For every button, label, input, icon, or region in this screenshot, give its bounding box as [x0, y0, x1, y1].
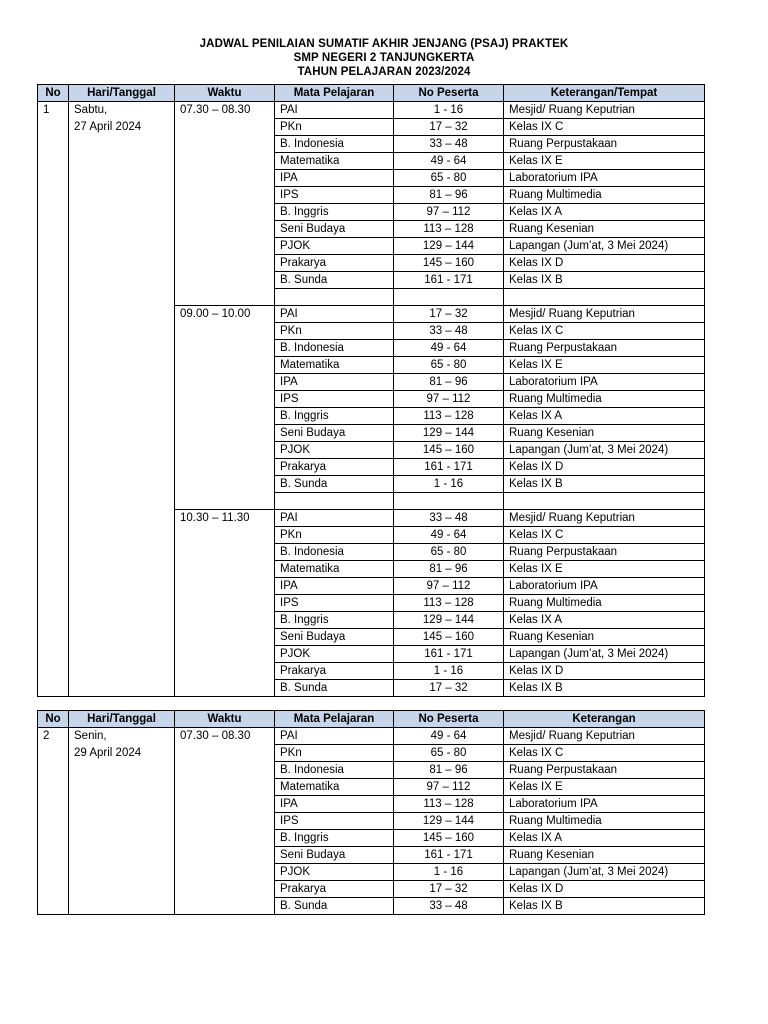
subject-cell: B. Indonesia	[275, 136, 394, 153]
subject-cell: Seni Budaya	[275, 425, 394, 442]
participant-range-cell: 161 - 171	[394, 847, 504, 864]
header-notes: Keterangan/Tempat	[504, 85, 705, 102]
location-cell: Ruang Multimedia	[504, 813, 705, 830]
location-cell: Laboratorium IPA	[504, 374, 705, 391]
location-cell: Ruang Perpustakaan	[504, 762, 705, 779]
location-cell: Mesjid/ Ruang Keputrian	[504, 306, 705, 323]
location-cell	[504, 493, 705, 510]
subject-cell: PKn	[275, 527, 394, 544]
location-cell: Ruang Perpustakaan	[504, 136, 705, 153]
participant-range-cell: 1 - 16	[394, 663, 504, 680]
subject-cell: Seni Budaya	[275, 847, 394, 864]
location-cell: Kelas IX D	[504, 881, 705, 898]
participant-range-cell: 17 – 32	[394, 119, 504, 136]
header-no: No	[38, 711, 69, 728]
subject-cell: B. Sunda	[275, 680, 394, 697]
location-cell: Ruang Kesenian	[504, 221, 705, 238]
date-text: 29 April 2024	[74, 747, 142, 759]
subject-cell: Matematika	[275, 779, 394, 796]
participant-range-cell: 65 - 80	[394, 357, 504, 374]
header-subject: Mata Pelajaran	[275, 85, 394, 102]
header-row	[38, 85, 705, 102]
location-cell: Kelas IX B	[504, 476, 705, 493]
participant-range-cell: 161 - 171	[394, 272, 504, 289]
participant-range-cell: 97 – 112	[394, 578, 504, 595]
subject-cell: B. Sunda	[275, 272, 394, 289]
participant-range-cell: 33 – 48	[394, 136, 504, 153]
location-cell: Mesjid/ Ruang Keputrian	[504, 102, 705, 119]
participant-range-cell: 113 – 128	[394, 408, 504, 425]
participant-range-cell: 129 – 144	[394, 238, 504, 255]
location-cell: Lapangan (Jum’at, 3 Mei 2024)	[504, 442, 705, 459]
day-name: Sabtu,	[74, 104, 108, 116]
participant-range-cell: 33 – 48	[394, 510, 504, 527]
participant-range-cell: 113 – 128	[394, 221, 504, 238]
subject-cell: IPA	[275, 578, 394, 595]
table-row	[38, 102, 705, 119]
subject-cell: B. Inggris	[275, 830, 394, 847]
subject-cell: PJOK	[275, 238, 394, 255]
location-cell: Lapangan (Jum’at, 3 Mei 2024)	[504, 238, 705, 255]
day-date	[69, 102, 175, 697]
subject-cell: PAI	[275, 102, 394, 119]
subject-cell: Seni Budaya	[275, 221, 394, 238]
day-number: 2	[38, 728, 69, 915]
location-cell: Kelas IX D	[504, 459, 705, 476]
participant-range-cell: 145 – 160	[394, 255, 504, 272]
participant-range-cell: 1 - 16	[394, 864, 504, 881]
location-cell: Kelas IX A	[504, 830, 705, 847]
participant-range-cell: 1 - 16	[394, 476, 504, 493]
participant-range-cell: 49 - 64	[394, 527, 504, 544]
subject-cell: PKn	[275, 119, 394, 136]
location-cell: Kelas IX B	[504, 272, 705, 289]
location-cell: Kelas IX D	[504, 663, 705, 680]
subject-cell: B. Indonesia	[275, 762, 394, 779]
participant-range-cell: 33 – 48	[394, 323, 504, 340]
location-cell	[504, 289, 705, 306]
participant-range-cell: 145 – 160	[394, 442, 504, 459]
subject-cell: Matematika	[275, 153, 394, 170]
participant-range-cell: 113 – 128	[394, 595, 504, 612]
location-cell: Ruang Kesenian	[504, 425, 705, 442]
subject-cell: PAI	[275, 728, 394, 745]
participant-range-cell: 65 - 80	[394, 170, 504, 187]
session-time: 09.00 – 10.00	[175, 306, 275, 510]
subject-cell: B. Inggris	[275, 612, 394, 629]
subject-cell: Prakarya	[275, 459, 394, 476]
participant-range-cell: 113 – 128	[394, 796, 504, 813]
location-cell: Kelas IX C	[504, 527, 705, 544]
schedule-table-day-2	[37, 710, 705, 915]
day-number: 1	[38, 102, 69, 697]
participant-range-cell: 81 – 96	[394, 561, 504, 578]
location-cell: Ruang Multimedia	[504, 595, 705, 612]
subject-cell	[275, 493, 394, 510]
location-cell: Lapangan (Jum’at, 3 Mei 2024)	[504, 864, 705, 881]
location-cell: Ruang Perpustakaan	[504, 340, 705, 357]
participant-range-cell: 49 - 64	[394, 153, 504, 170]
subject-cell: IPS	[275, 187, 394, 204]
header-participant-no: No Peserta	[394, 85, 504, 102]
date-text: 27 April 2024	[74, 121, 142, 133]
participant-range-cell: 81 – 96	[394, 187, 504, 204]
participant-range-cell: 161 - 171	[394, 459, 504, 476]
subject-cell: IPS	[275, 391, 394, 408]
subject-cell: Seni Budaya	[275, 629, 394, 646]
participant-range-cell: 17 – 32	[394, 680, 504, 697]
header-participant-no: No Peserta	[394, 711, 504, 728]
day-name: Senin,	[74, 730, 107, 742]
location-cell: Kelas IX A	[504, 408, 705, 425]
participant-range-cell: 33 – 48	[394, 898, 504, 915]
participant-range-cell: 97 – 112	[394, 779, 504, 796]
subject-cell	[275, 289, 394, 306]
location-cell: Kelas IX A	[504, 612, 705, 629]
header-time: Waktu	[175, 711, 275, 728]
participant-range-cell: 81 – 96	[394, 762, 504, 779]
title-line-3: TAHUN PELAJARAN 2023/2024	[297, 66, 471, 78]
participant-range-cell: 145 – 160	[394, 629, 504, 646]
day-date	[69, 728, 175, 915]
participant-range-cell: 81 – 96	[394, 374, 504, 391]
participant-range-cell: 17 – 32	[394, 881, 504, 898]
subject-cell: B. Sunda	[275, 898, 394, 915]
location-cell: Kelas IX E	[504, 153, 705, 170]
participant-range-cell	[394, 289, 504, 306]
header-time: Waktu	[175, 85, 275, 102]
header-day-date: Hari/Tanggal	[69, 85, 175, 102]
subject-cell: IPA	[275, 374, 394, 391]
location-cell: Laboratorium IPA	[504, 170, 705, 187]
header-notes: Keterangan	[504, 711, 705, 728]
participant-range-cell: 17 – 32	[394, 306, 504, 323]
subject-cell: Prakarya	[275, 663, 394, 680]
participant-range-cell: 161 - 171	[394, 646, 504, 663]
session-time: 07.30 – 08.30	[175, 728, 275, 915]
subject-cell: Prakarya	[275, 881, 394, 898]
subject-cell: PJOK	[275, 442, 394, 459]
location-cell: Kelas IX B	[504, 898, 705, 915]
subject-cell: IPS	[275, 813, 394, 830]
participant-range-cell: 49 - 64	[394, 728, 504, 745]
header-no: No	[38, 85, 69, 102]
subject-cell: PKn	[275, 323, 394, 340]
location-cell: Kelas IX A	[504, 204, 705, 221]
location-cell: Kelas IX C	[504, 119, 705, 136]
participant-range-cell: 97 – 112	[394, 391, 504, 408]
table-row	[38, 728, 705, 745]
session-time: 10.30 – 11.30	[175, 510, 275, 697]
subject-cell: PAI	[275, 510, 394, 527]
session-time: 07.30 – 08.30	[175, 102, 275, 306]
location-cell: Lapangan (Jum’at, 3 Mei 2024)	[504, 646, 705, 663]
location-cell: Kelas IX D	[504, 255, 705, 272]
subject-cell: IPS	[275, 595, 394, 612]
location-cell: Laboratorium IPA	[504, 578, 705, 595]
location-cell: Kelas IX C	[504, 323, 705, 340]
subject-cell: B. Indonesia	[275, 340, 394, 357]
subject-cell: PAI	[275, 306, 394, 323]
location-cell: Ruang Multimedia	[504, 391, 705, 408]
location-cell: Ruang Kesenian	[504, 629, 705, 646]
header-day-date: Hari/Tanggal	[69, 711, 175, 728]
schedule-table-day-1	[37, 84, 705, 697]
subject-cell: Matematika	[275, 561, 394, 578]
subject-cell: Prakarya	[275, 255, 394, 272]
participant-range-cell	[394, 493, 504, 510]
subject-cell: IPA	[275, 170, 394, 187]
header-subject: Mata Pelajaran	[275, 711, 394, 728]
subject-cell: PJOK	[275, 864, 394, 881]
participant-range-cell: 129 – 144	[394, 612, 504, 629]
location-cell: Kelas IX C	[504, 745, 705, 762]
location-cell: Ruang Multimedia	[504, 187, 705, 204]
participant-range-cell: 129 – 144	[394, 425, 504, 442]
title-line-1: JADWAL PENILAIAN SUMATIF AKHIR JENJANG (PSAJ) PRAKTEK	[199, 38, 569, 50]
location-cell: Kelas IX B	[504, 680, 705, 697]
location-cell: Kelas IX E	[504, 357, 705, 374]
participant-range-cell: 65 - 80	[394, 745, 504, 762]
document-title	[0, 37, 768, 79]
participant-range-cell: 97 – 112	[394, 204, 504, 221]
subject-cell: B. Inggris	[275, 408, 394, 425]
subject-cell: IPA	[275, 796, 394, 813]
participant-range-cell: 129 – 144	[394, 813, 504, 830]
title-line-2: SMP NEGERI 2 TANJUNGKERTA	[293, 52, 475, 64]
location-cell: Mesjid/ Ruang Keputrian	[504, 728, 705, 745]
subject-cell: PJOK	[275, 646, 394, 663]
participant-range-cell: 49 - 64	[394, 340, 504, 357]
participant-range-cell: 1 - 16	[394, 102, 504, 119]
subject-cell: PKn	[275, 745, 394, 762]
participant-range-cell: 65 - 80	[394, 544, 504, 561]
subject-cell: Matematika	[275, 357, 394, 374]
location-cell: Ruang Perpustakaan	[504, 544, 705, 561]
subject-cell: B. Indonesia	[275, 544, 394, 561]
participant-range-cell: 145 – 160	[394, 830, 504, 847]
subject-cell: B. Sunda	[275, 476, 394, 493]
location-cell: Kelas IX E	[504, 779, 705, 796]
location-cell: Kelas IX E	[504, 561, 705, 578]
location-cell: Mesjid/ Ruang Keputrian	[504, 510, 705, 527]
subject-cell: B. Inggris	[275, 204, 394, 221]
location-cell: Ruang Kesenian	[504, 847, 705, 864]
location-cell: Laboratorium IPA	[504, 796, 705, 813]
header-row	[38, 711, 705, 728]
